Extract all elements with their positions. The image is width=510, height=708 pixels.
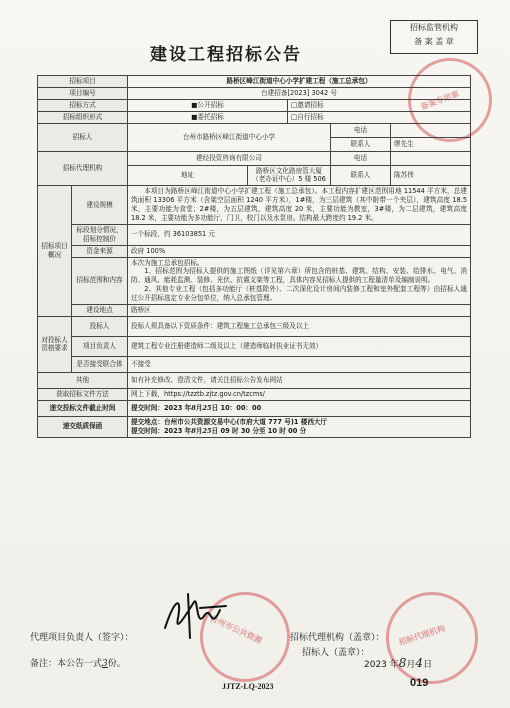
table-row xyxy=(38,388,471,400)
table-row xyxy=(38,151,471,165)
table-row xyxy=(38,305,471,317)
deadline-mid: 月 xyxy=(195,403,203,412)
pm-label: 项目负责人 xyxy=(72,336,128,356)
deadline-label: 递交投标文件截止时间 xyxy=(38,400,128,416)
tender-method-invite: □邀请招标 xyxy=(288,99,471,111)
bond-month: 8 xyxy=(191,426,196,435)
date-suffix: 日 xyxy=(423,660,433,670)
table-row xyxy=(38,111,471,123)
table-row xyxy=(38,372,471,388)
table-row xyxy=(38,245,471,257)
document-code: JJTZ-LQ-2023 xyxy=(222,682,274,691)
bidder-label: 投标人 xyxy=(72,316,128,336)
download-text: 网上下载，https://tzztb.zjtz.gov.cn/tzcms/ xyxy=(128,388,471,400)
tender-method-open: ■公开招标 xyxy=(128,99,288,111)
scope-text-3: 2、其他专业工程（包括多功能厅（桩基除外）、二次深化设计房间内装修工程和室外配套工程等）由招标人通过公开招标选定专业分包单位，纳入总承包管理。 xyxy=(131,285,468,303)
filing-seal-text: 备案专用章 xyxy=(419,89,461,112)
consortium-label: 是否接受联合体 xyxy=(72,356,128,372)
pm-text: 建筑工程专业注册建造师二级及以上（建造师临时执业证书无效） xyxy=(128,336,471,356)
sections-text: 一个标段，约 36103851 元 xyxy=(128,224,471,245)
scope-cell xyxy=(128,257,471,304)
document-title: 建设工程招标公告 xyxy=(150,45,302,65)
copies-line xyxy=(30,656,126,669)
table-row xyxy=(38,224,471,245)
project-number: 台建招备[2023] 3042 号 xyxy=(128,87,471,99)
scope-text-1: 本次为施工总承包招标。 xyxy=(131,258,204,267)
tender-info-table xyxy=(37,75,471,438)
table-row xyxy=(38,416,471,437)
other-label: 其他 xyxy=(38,372,128,388)
bond-mid: 月 xyxy=(195,426,203,435)
tenderer-phone xyxy=(391,123,471,137)
bond-cell xyxy=(128,416,471,437)
table-row xyxy=(38,356,471,372)
row-label: 招标项目 xyxy=(38,76,128,88)
row-label: 项目编号 xyxy=(38,87,128,99)
deadline-prefix: 提交时间：2023 年 xyxy=(131,403,192,412)
tenderer-phone-label: 电话 xyxy=(331,123,391,137)
agency-phone xyxy=(391,151,471,165)
filing-box-line2: 备 案 盖 章 xyxy=(414,37,454,46)
pm-sign-label: 代理项目负责人（签字）： xyxy=(30,633,134,643)
location-label: 建设地点 xyxy=(72,305,128,317)
filing-box-line1: 招标监管机构 xyxy=(410,23,458,32)
agency-phone-label: 电话 xyxy=(331,151,391,165)
public-resource-seal-text: 台州市公共资源 xyxy=(208,613,264,646)
bond-place: 提交地点：台州市公共资源交易中心(市府大道 777 号)1 楼西大厅 xyxy=(131,417,328,426)
agency-address-label: 地址 xyxy=(128,165,248,186)
agency-address: 路桥区文化路房管大厦（老办证中心）5 楼 506 xyxy=(248,165,331,186)
agency-contact: 陈苏伟 xyxy=(391,165,471,186)
scale-text: 本项目为路桥区峰江街道中心小学扩建工程（施工总承包）。本工程内容扩建区范围用地 11544 平方米，总建筑面积 13306 平方米（含架空层面积 1240 平方米），1#楼，为三层建筑（其中附带一个夹层），建筑高度 18.5 米，主要功能为食堂；2#楼，为五层建筑，建筑高度 20 米，主要功能为教室，3#楼，为二层建筑，建筑高度 18.2 米，主要功能为多功能厅，门卫，校门以及水泵房。结构最大跨度约 19.2 米。 xyxy=(128,186,471,225)
overview-label: 招标项目概况 xyxy=(38,186,72,317)
copies-value: 3 xyxy=(102,659,108,669)
table-row xyxy=(38,99,471,111)
table-row xyxy=(38,123,471,137)
signing-date xyxy=(364,656,432,670)
table-row xyxy=(38,316,471,336)
tenderer-contact-label: 联系人 xyxy=(331,137,391,151)
deadline-suffix: 日 10：00：00 xyxy=(211,403,262,412)
row-label: 招标组织形式 xyxy=(38,111,128,123)
location-text: 路桥区 xyxy=(128,305,471,317)
table-row xyxy=(38,257,471,304)
consortium-text: 不接受 xyxy=(128,356,471,372)
filing-stamp-box xyxy=(390,20,478,54)
other-text: 如有补充修改、澄清文件，请关注招标公告发布网站 xyxy=(128,372,471,388)
project-name: 路桥区峰江街道中心小学扩建工程（施工总承包） xyxy=(128,76,471,88)
date-day: 4 xyxy=(415,656,424,670)
download-label: 获取招标文件方法 xyxy=(38,388,128,400)
table-row xyxy=(38,87,471,99)
scale-label: 建设规模 xyxy=(72,186,128,225)
bond-day: 25 xyxy=(202,426,212,435)
deadline-cell xyxy=(128,400,471,416)
agency-sign-label: 招标代理机构（盖章）： xyxy=(290,633,385,643)
date-prefix: 2023 年 xyxy=(364,660,399,670)
copies-suffix: 份。 xyxy=(107,659,126,669)
date-month: 8 xyxy=(398,656,407,670)
sections-label: 标段划分情况，招标控制价 xyxy=(72,224,128,245)
date-mid: 月 xyxy=(406,660,416,670)
scope-label: 招标范围和内容 xyxy=(72,257,128,304)
table-row xyxy=(38,336,471,356)
agency-contact-label: 联系人 xyxy=(331,165,391,186)
table-row xyxy=(38,400,471,416)
table-row xyxy=(38,76,471,88)
row-label: 招标方式 xyxy=(38,99,128,111)
bidder-text: 投标人须具备以下资质条件：建筑工程施工总承包三级及以上 xyxy=(128,316,471,336)
qualification-label: 对投标人资格要求 xyxy=(38,316,72,372)
tenderer-name: 台州市路桥区峰江街道中心小学 xyxy=(128,123,331,151)
funds-label: 资金来源 xyxy=(72,245,128,257)
agency-label: 招标代理机构 xyxy=(38,151,128,186)
tenderer-contact: 缪先生 xyxy=(391,137,471,151)
agency-name: 建经投资咨询有限公司 xyxy=(128,151,331,165)
tenderer-sign-label: 招标人（盖章）： xyxy=(302,648,370,658)
handwritten-signature xyxy=(160,588,230,643)
org-form-entrusted: ■委托招标 xyxy=(128,111,288,123)
scope-text-2: 1、招标范围为招标人提供的施工图纸（详见第六章）所包含的桩基、建筑、结构、安装、给排水、电气、消防、通风、能耗监测、装修、光伏、抗震支架等工程，具体内容见招标人提供的工程量清单及编制说明。 xyxy=(131,267,468,285)
agency-seal-text: 招标代理机构 xyxy=(397,623,447,648)
funds-text: 政府 100% xyxy=(128,245,471,257)
org-form-self: □自行招标 xyxy=(288,111,471,123)
deadline-day: 25 xyxy=(202,403,212,412)
bond-time-suffix: 日 09 时 30 分至 10 时 00 分 xyxy=(211,426,307,435)
copies-label: 备注：本公告一式 xyxy=(30,659,103,669)
tenderer-label: 招标人 xyxy=(38,123,128,151)
bond-time xyxy=(131,427,467,436)
deadline-month: 8 xyxy=(191,403,196,412)
bond-label: 递交纸质保函 xyxy=(38,416,128,437)
bond-time-prefix: 提交时间：2023 年 xyxy=(131,426,192,435)
table-row xyxy=(38,186,471,225)
serial-number: 019 xyxy=(410,677,429,689)
